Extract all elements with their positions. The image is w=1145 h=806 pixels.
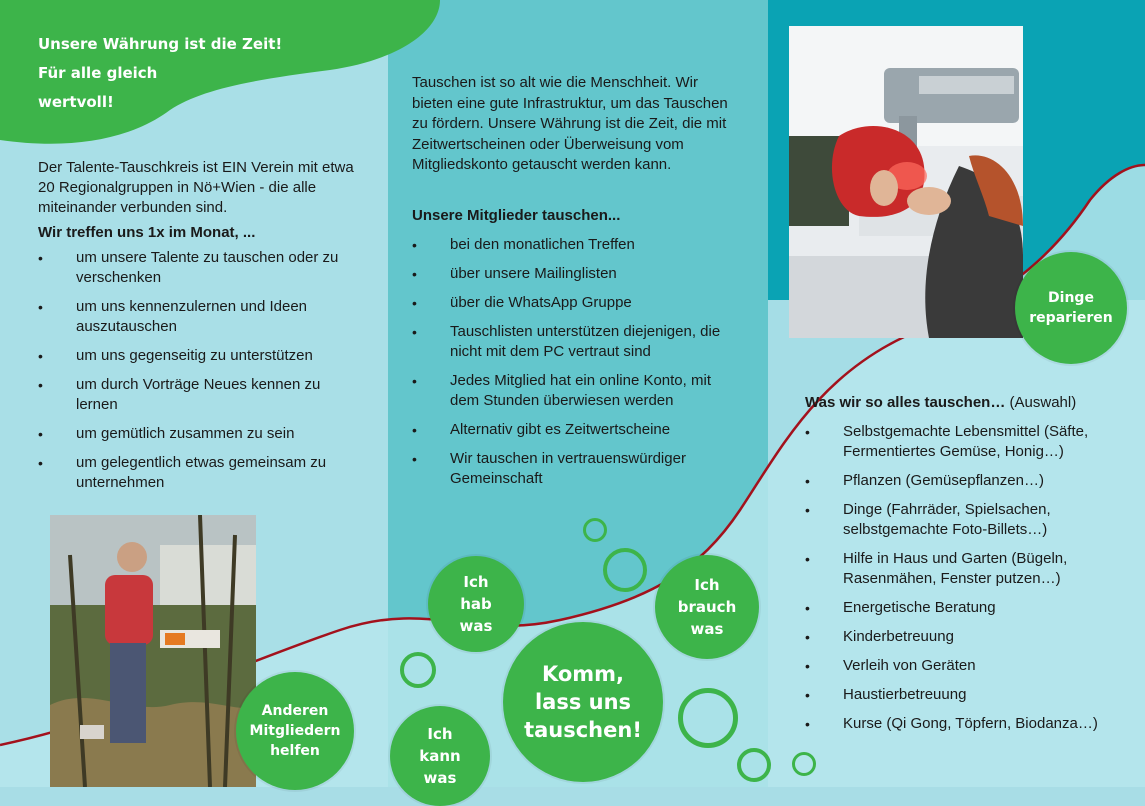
decorative-ring [583,518,607,542]
decorative-ring [678,688,738,748]
list-item: • Dinge (Fahrräder, Spielsachen, selbstgemachte Foto-Billets…) [805,500,1130,540]
slogan-line-1: Unsere Währung ist die Zeit! [38,35,283,53]
sewing-photo-illustration [789,26,1023,338]
list-item: • Wir tauschen in vertrauenswürdiger Gemeinschaft [412,449,742,489]
list-item: • über die WhatsApp Gruppe [412,293,742,313]
list-item: • um unsere Talente zu tauschen oder zu verschenken [38,248,358,288]
list-item: • Tauschlisten unterstützen diejenigen, die nicht mit dem PC vertraut sind [412,322,742,362]
exchange-heading-bold: Was wir so alles tauschen… [805,394,1006,411]
exchange-heading [805,393,1135,413]
list-item: • Kinderbetreuung [805,627,1130,647]
meet-list [38,248,358,502]
list-item: • Kurse (Qi Gong, Töpfern, Biodanza…) [805,714,1130,734]
photo-sewing-repair [789,26,1023,338]
members-list [412,235,742,498]
list-item: • um gemütlich zusammen zu sein [38,424,358,444]
intro-text-middle: Tauschen ist so alt wie die Menschheit. Wir bieten eine gute Infrastruktur, um das Tauschen zu fördern. Unsere Währung ist die Zeit, die mit Zeitwertscheinen oder Überweisung vom Mitgliedskonto getauscht werden kann. [412,74,728,173]
decorative-ring [737,748,771,782]
list-item: • Haustierbetreuung [805,685,1130,705]
intro-text-left: Der Talente-Tauschkreis ist EIN Verein mit etwa 20 Regionalgruppen in Nö+Wien - die alle miteinander verbunden sind. [38,159,354,216]
decorative-ring [792,752,816,776]
list-item: • um uns kennenzulernen und Ideen auszutauschen [38,297,358,337]
bubble-ich-hab-was: Ich hab was [428,556,524,652]
exchange-list [805,422,1130,743]
exchange-heading-note: (Auswahl) [1005,394,1077,411]
bubble-ich-kann-was: Ich kann was [390,706,490,806]
list-item: • über unsere Mailinglisten [412,264,742,284]
list-item: • um durch Vorträge Neues kennen zu lernen [38,375,358,415]
list-item: • Energetische Beratung [805,598,1130,618]
bubble-help-members: Anderen Mitgliedern helfen [236,672,354,790]
list-item: • Jedes Mitglied hat ein online Konto, mit dem Stunden überwiesen werden [412,371,742,411]
list-item: • Verleih von Geräten [805,656,1130,676]
decorative-ring [603,548,647,592]
bubble-dinge-reparieren: Dinge reparieren [1015,252,1127,364]
list-item: • um gelegentlich etwas gemeinsam zu unternehmen [38,453,358,493]
photo-garden-helper [50,515,256,787]
decorative-ring [400,652,436,688]
bubble-komm-tauschen: Komm, lass uns tauschen! [503,622,663,782]
list-item: • um uns gegenseitig zu unterstützen [38,346,358,366]
list-item: • Pflanzen (Gemüsepflanzen…) [805,471,1130,491]
slogan-line-2: Für alle gleich [38,64,158,82]
list-item: • Hilfe in Haus und Garten (Bügeln, Rasenmähen, Fenster putzen…) [805,549,1130,589]
slogan-line-3: wertvoll! [38,93,114,111]
bubble-ich-brauch-was: Ich brauch was [655,555,759,659]
header-slogan [38,30,282,117]
members-heading: Unsere Mitglieder tauschen... [412,207,621,224]
list-item: • Alternativ gibt es Zeitwertscheine [412,420,742,440]
garden-photo-illustration [50,515,256,787]
meet-heading: Wir treffen uns 1x im Monat, ... [38,224,256,241]
list-item: • bei den monatlichen Treffen [412,235,742,255]
list-item: • Selbstgemachte Lebensmittel (Säfte, Fermentiertes Gemüse, Honig…) [805,422,1130,462]
